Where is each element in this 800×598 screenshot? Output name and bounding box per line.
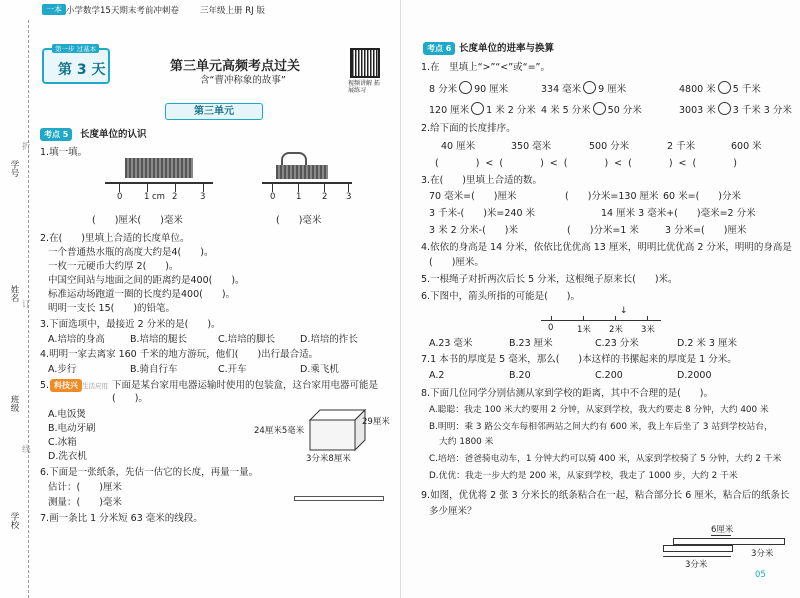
kp6-tag: 考点 6 [423,42,455,55]
r7-option-b[interactable]: B.20 [509,370,531,381]
r2-item-5: 600 米 [731,141,762,152]
r1-row2-a: 120 厘米 1 米 2 分米 [429,102,536,117]
compare-circle[interactable] [583,81,596,94]
page-title: 第三单元高频考点过关 [170,59,301,74]
q5-option-c[interactable]: C.冰箱 [48,437,77,448]
q7-stem: 7.画一条比 1 分米短 63 毫米的线段。 [40,513,203,524]
q6-stem: 6.下面是一张纸条，先估一估它的长度，再量一量。 [40,467,259,478]
r7-stem: 7.1 本书的厚度是 5 毫米，那么( )本这样的书摞起来的厚度是 1 分米。 [421,354,737,365]
box-height-label: 29厘米 [362,417,390,427]
r4-stem-2[interactable]: ( )厘米。 [429,257,484,268]
number-line [541,320,661,321]
r2-stem: 2.给下面的长度排序。 [421,123,516,134]
q6-measure[interactable]: 测量：( )毫米 [48,497,122,508]
box-depth-label: 3分米8厘米 [306,454,351,464]
q5-tag-sub: 生活应用 [82,382,108,390]
r1-row1-a: 8 分米 90 厘米 [429,81,508,96]
side-mark-zhe: 折 [22,142,31,152]
r3-l3a[interactable]: 3 米 2 分米-( )米 [429,225,518,236]
r2-item-4: 2 千米 [667,141,696,152]
ruler1-label-0: 0 [117,192,123,202]
brand-logo: 一本 [42,4,66,15]
q1-answer-2[interactable]: ( )毫米 [276,215,322,226]
r8-option-a[interactable]: A.聪聪：我走 100 米大约要用 2 分钟，从家到学校，我大约要走 8 分钟，大约 400 米 [429,405,769,415]
r8-option-d[interactable]: D.优优：我走一步大约是 200 米，从家到学校，我走了 1000 步，大约 2 千米 [429,471,738,481]
q5-option-d[interactable]: D.洗衣机 [48,451,87,462]
q3-option-b[interactable]: B.培培的腿长 [130,334,188,345]
q5-option-a[interactable]: A.电饭煲 [48,409,86,420]
numline-label-2: 2米 [609,325,623,335]
r3-stem: 3.在( )里填上合适的数。 [421,175,542,186]
r8-option-b-2: 大约 1800 米 [439,437,494,447]
r8-option-c[interactable]: C.培培：爸爸骑电动车，1 分钟大约可以骑 400 米，从家到学校骑了 5 分钟，大约 2 千米 [429,454,782,464]
side-banji: 班级 [9,395,19,412]
q3-stem: 3.下面选项中，最接近 2 分米的是( )。 [40,319,221,330]
q2-line-2[interactable]: 一枚一元硬币大约厚 2( )。 [48,261,179,272]
day-suffix: 天 [91,62,106,78]
strip-bottom [663,545,733,552]
r3-l2a[interactable]: 3 千米-( )米=240 米 [429,208,536,219]
r6-option-d[interactable]: D.2 米 3 厘米 [677,338,737,349]
ruler1-label-cm: cm [152,192,165,202]
ruler1-label-3: 3 [200,192,206,202]
r3-l1b[interactable]: ( )分米=130 厘米 [565,191,659,202]
compare-circle[interactable] [471,102,484,115]
r9-stem-2: 多少厘米？ [429,506,477,517]
q5-number: 5. [40,380,50,391]
q5-tag: 科技兴 [50,379,82,392]
day-badge [42,45,110,84]
q4-option-b[interactable]: B.骑自行车 [130,364,178,375]
ruler2-label-2: 2 [322,192,328,202]
side-xuehao: 学号 [9,160,19,177]
r6-option-c[interactable]: C.23 分米 [595,338,639,349]
q5-text: 下面是某台家用电器运输时使用的包装盒，这台家用电器可能是( )。 [112,380,379,404]
ruler1-label-1: 1 [144,192,150,202]
r3-l1c[interactable]: 60 米=( )分米 [663,191,741,202]
r8-stem: 8.下面几位同学分别估测从家到学校的距离，其中不合理的是( )。 [421,388,713,399]
unit-banner: 第三单元 [165,103,263,120]
r7-option-c[interactable]: C.200 [595,370,623,381]
ruler1-label-2: 2 [172,192,178,202]
compare-circle[interactable] [718,102,731,115]
q2-line-5[interactable]: 明明一支长 15( )的铅笔。 [48,303,176,314]
r3-l2b[interactable]: 14 厘米 3 毫米+( )毫米=2 分米 [601,208,756,219]
r4-stem: 4.依依的身高是 14 分米，依依比优优高 13 厘米，明明比优优高 2 分米，明明的身高是 [421,242,792,253]
ruler-2 [262,182,352,198]
r8-option-b[interactable]: B.明明：乘 3 路公交车每相邻两站之间大约有 600 米，我上车后坐了 3 站到学校站台， [429,422,773,432]
r6-stem: 6.下图中，箭头所指的可能是( )。 [421,291,580,302]
compare-circle[interactable] [459,81,472,94]
qr-note: 视频讲解 拓展练习 [348,80,380,94]
side-xuexiao: 学校 [9,512,19,529]
r2-item-3: 500 分米 [589,141,630,152]
right-page [400,0,800,598]
q5-option-b[interactable]: B.电动牙刷 [48,423,96,434]
paper-strip [294,496,384,501]
r3-l3b[interactable]: ( )分米=1 米 [567,225,639,236]
kp6-title: 长度单位的进率与换算 [459,43,555,54]
page-number: 05 [755,570,766,580]
package-box-diagram [300,405,370,455]
r7-option-d[interactable]: D.2000 [677,370,712,381]
strip-top [673,538,785,545]
r6-option-b[interactable]: B.23 厘米 [509,338,553,349]
r3-l3c[interactable]: 3 分米=( )厘米 [665,225,747,236]
numline-label-1: 1米 [577,325,591,335]
q4-option-d[interactable]: D.乘飞机 [300,364,339,375]
side-xingming: 姓名 [9,285,19,302]
kp5-tag: 考点 5 [40,128,72,141]
day-label: 第 [58,62,72,78]
r2-order-blanks[interactable]: ( )<( )<( )<( )<( ) [435,158,743,169]
r1-row2-c: 3003 米 3 千米 3 分米 [679,102,792,117]
r6-option-a[interactable]: A.23 毫米 [429,338,473,349]
ruler2-label-3: 3 [346,192,352,202]
q2-line-4[interactable]: 标准运动场跑道一圈的长度约是400( )。 [48,289,236,300]
q3-option-c[interactable]: C.培培的脚长 [218,334,276,345]
r1-stem: 1.在 里填上“>”“<”或“=”。 [421,62,550,73]
r1-row1-c: 4800 米 5 千米 [679,81,761,96]
ruler2-label-0: 0 [270,192,276,202]
day-number: 3 [76,62,87,78]
q3-option-a[interactable]: A.培培的身高 [48,334,105,345]
numline-label-0: 0 [548,323,554,333]
binder-clip-icon [281,152,307,166]
side-mark-ding: 订 [22,300,31,310]
r1-row1-b: 334 毫米 9 厘米 [541,81,626,96]
r2-item-2: 350 毫米 [511,141,552,152]
compare-circle[interactable] [718,81,731,94]
kp5-title: 长度单位的认识 [80,129,147,140]
r3-l1a[interactable]: 70 毫米=( )厘米 [429,191,517,202]
q4-stem: 4.明明一家去离家 160 千米的地方游玩，他们( )出行最合适。 [40,349,319,360]
numline-label-3: 3米 [641,325,655,335]
arrow-down-icon: ↓ [620,306,628,316]
q1-answer-1[interactable]: ( )厘米( )毫米 [92,215,183,226]
side-mark-xian: 线 [22,445,31,455]
r9-label-bottom: 3分米 [685,560,708,570]
q1-stem: 1.填一填。 [40,147,88,158]
q3-option-d[interactable]: D.培培的拃长 [300,334,358,345]
stick-image [125,158,193,178]
compare-circle[interactable] [593,102,606,115]
q2-stem: 2.在( )里填上合适的长度单位。 [40,233,190,244]
q4-option-a[interactable]: A.步行 [48,364,77,375]
r9-stem: 9.如图，优优将 2 张 3 分米长的纸条粘合在一起，粘合部分长 6 厘米，粘合后的纸条长 [421,490,790,501]
r2-item-1: 40 厘米 [441,141,476,152]
r1-row2-b: 4 米 5 分米 50 分米 [541,102,642,117]
q2-line-3[interactable]: 中国空间站与地面之间的距离约是400( )。 [48,275,245,286]
day-step: 第一步 过基本 [52,44,99,53]
r9-label-overlap: 6厘米 [711,525,734,535]
box-width-label: 24厘米5毫米 [254,426,305,436]
q2-line-1[interactable]: 一个普通热水瓶的高度大约是4( )。 [48,247,214,258]
q6-estimate[interactable]: 估计：( )厘米 [48,482,122,493]
r5-stem[interactable]: 5.一根绳子对折两次后长 5 分米，这根绳子原来长( )米。 [421,274,678,285]
ruler2-label-1: 1 [296,192,302,202]
r7-option-a[interactable]: A.2 [429,370,445,381]
q4-option-c[interactable]: C.开车 [218,364,247,375]
qr-code-icon[interactable] [350,48,380,78]
page-subtitle: 含“曹冲称象的故事” [200,75,286,86]
series-title: 小学数学15天期末考前冲刺卷 [66,6,179,16]
r9-label-mid: 3分米 [751,549,774,559]
grade-label: 三年级上册 RJ 版 [200,6,265,16]
stick-image-2 [276,165,328,179]
